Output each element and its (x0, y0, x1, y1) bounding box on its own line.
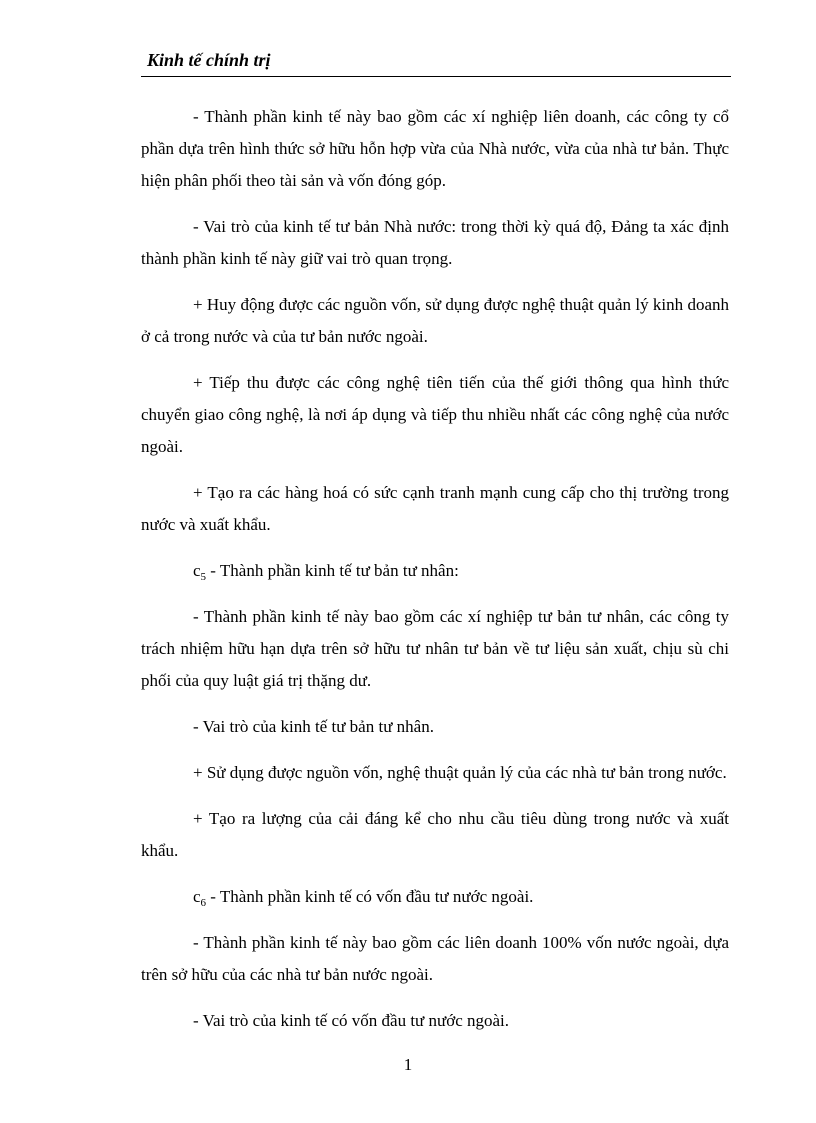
header-title: Kinh tế chính trị (147, 50, 271, 70)
paragraph: - Vai trò của kinh tế tư bản Nhà nước: trong thời kỳ quá độ, Đảng ta xác định thành phần kinh tế này giữ vai trò quan trọng. (141, 217, 729, 268)
paragraph: - Vai trò của kinh tế tư bản tư nhân. (193, 717, 434, 736)
paragraph: + Tạo ra các hàng hoá có sức cạnh tranh mạnh cung cấp cho thị trường trong nước và xuất khẩu. (141, 483, 729, 534)
section-subscript: 5 (200, 571, 207, 583)
page-header (141, 48, 731, 77)
section-subscript: 6 (200, 897, 207, 909)
section-heading-c6 (141, 881, 729, 913)
section-title: - Thành phần kinh tế có vốn đầu tư nước ngoài. (206, 887, 534, 906)
paragraph: + Sử dụng được nguồn vốn, nghệ thuật quản lý của các nhà tư bản trong nước. (193, 763, 727, 782)
section-heading-c5 (141, 555, 729, 587)
paragraph: - Vai trò của kinh tế có vốn đầu tư nước ngoài. (193, 1011, 510, 1030)
section-title: - Thành phần kinh tế tư bản tư nhân: (206, 561, 459, 580)
paragraph: - Thành phần kinh tế này bao gồm các xí nghiệp tư bản tư nhân, các công ty trách nhiệm hữu hạn dựa trên sở hữu tư nhân tư bản về tư liệu sản xuất, chịu sù chi phối của quy luật giá trị thặng dư. (141, 607, 729, 690)
paragraph: + Huy động được các nguồn vốn, sử dụng được nghệ thuật quản lý kinh doanh ở cả trong nước và của tư bản nước ngoài. (141, 295, 729, 346)
document-body (141, 101, 729, 1051)
paragraph: + Tiếp thu được các công nghệ tiên tiến của thế giới thông qua hình thức chuyển giao công nghệ, là nơi áp dụng và tiếp thu nhiều nhất các công nghệ của nước ngoài. (141, 373, 729, 456)
page-number: 1 (403, 1055, 413, 1074)
paragraph: - Thành phần kinh tế này bao gồm các liên doanh 100% vốn nước ngoài, dựa trên sở hữu của các nhà tư bản nước ngoài. (141, 933, 729, 984)
section-letter: c (193, 887, 201, 906)
paragraph: + Tạo ra lượng của cải đáng kể cho nhu cầu tiêu dùng trong nước và xuất khẩu. (141, 809, 729, 860)
section-letter: c (193, 561, 201, 580)
paragraph: - Thành phần kinh tế này bao gồm các xí nghiệp liên doanh, các công ty cổ phần dựa trên hình thức sở hữu hỗn hợp vừa của Nhà nước, vừa của nhà tư bản. Thực hiện phân phối theo tài sản và vốn đóng góp. (141, 107, 729, 190)
